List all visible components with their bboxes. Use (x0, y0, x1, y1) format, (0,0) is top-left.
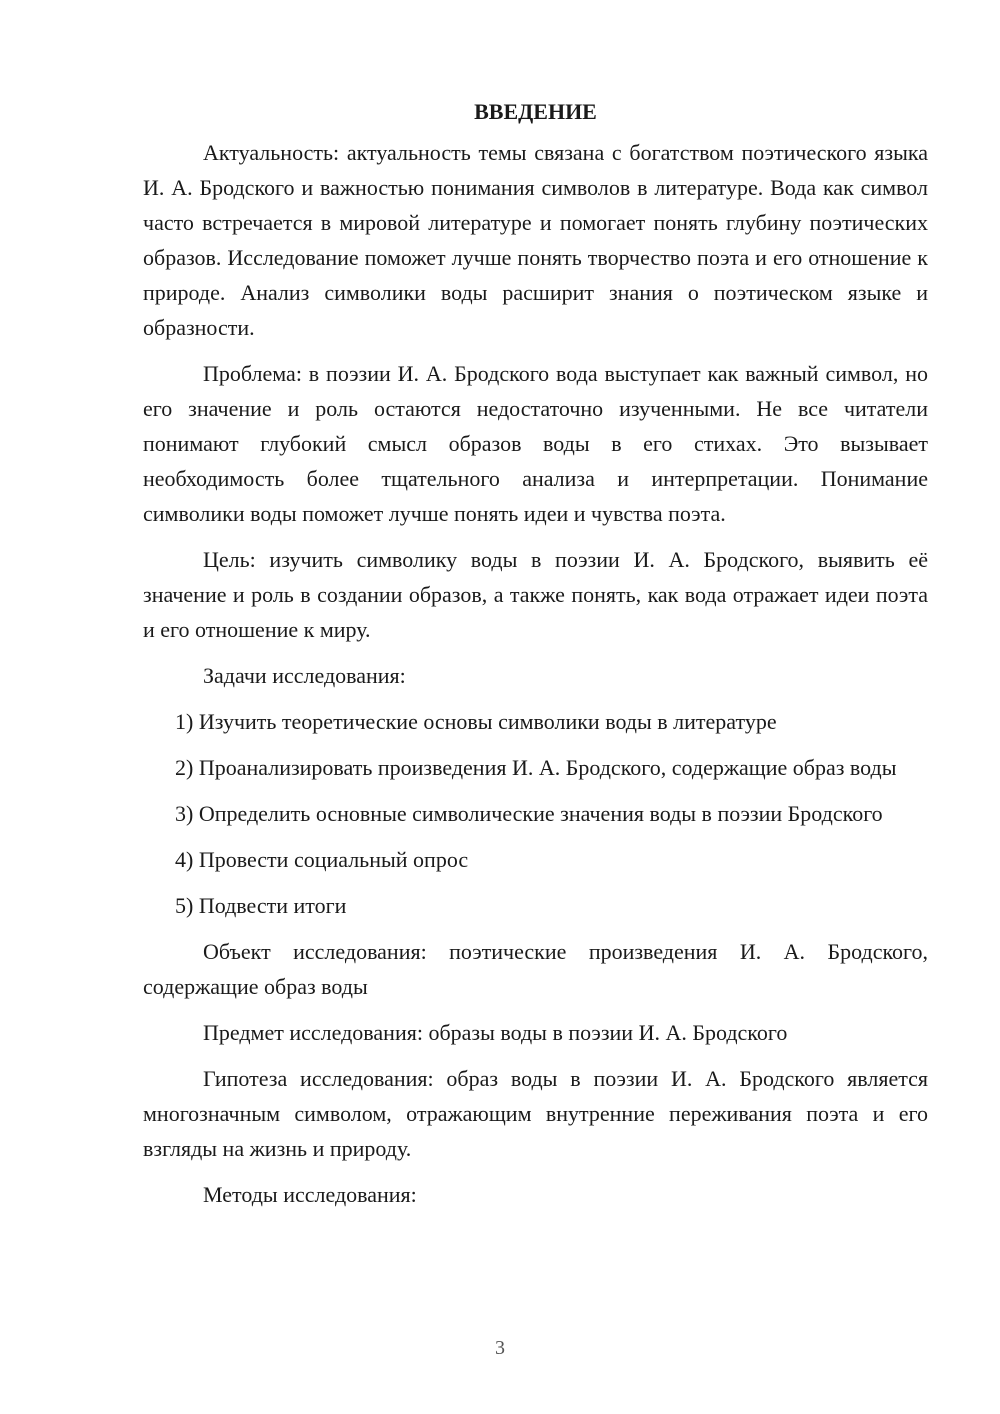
object-paragraph: Объект исследования: поэтические произведения И. А. Бродского, содержащие образ воды (143, 939, 928, 999)
task-item-1: 1) Изучить теоретические основы символики воды в литературе (175, 709, 777, 734)
methods-heading: Методы исследования: (203, 1182, 417, 1207)
relevance-paragraph: Актуальность: актуальность темы связана с богатством поэтического языка И. А. Бродского и важностью понимания символов в литературе. Вода как символ часто встречается в мировой литературе и помогает понять глубину поэтических образов. Исследование поможет лучше понять творчество поэта и его отношение к природе. Анализ символики воды расширит знания о поэтическом языке и образности. (143, 140, 928, 340)
task-item-4: 4) Провести социальный опрос (175, 847, 469, 872)
page-content (143, 94, 928, 1223)
subject-paragraph: Предмет исследования: образы воды в поэзии И. А. Бродского (203, 1020, 788, 1045)
task-item-2: 2) Проанализировать произведения И. А. Бродского, содержащие образ воды (175, 755, 897, 780)
task-item-3: 3) Определить основные символические значения воды в поэзии Бродского (175, 801, 883, 826)
problem-paragraph: Проблема: в поэзии И. А. Бродского вода выступает как важный символ, но его значение и роль остаются недостаточно изученными. Не все читатели понимают глубокий смысл образов воды в его стихах. Это вызывает необходимость более тщательного анализа и интерпретации. Понимание символики воды поможет лучше понять идеи и чувства поэта. (143, 361, 928, 526)
goal-paragraph: Цель: изучить символику воды в поэзии И. А. Бродского, выявить её значение и роль в создании образов, а также понять, как вода отражает идеи поэта и его отношение к миру. (143, 547, 928, 642)
hypothesis-paragraph: Гипотеза исследования: образ воды в поэзии И. А. Бродского является многозначным символом, отражающим внутренние переживания поэта и его взгляды на жизнь и природу. (143, 1066, 928, 1161)
tasks-heading: Задачи исследования: (203, 663, 406, 688)
task-item-5: 5) Подвести итоги (175, 893, 347, 918)
page-number: 3 (495, 1337, 505, 1359)
section-title: ВВЕДЕНИЕ (474, 99, 597, 124)
